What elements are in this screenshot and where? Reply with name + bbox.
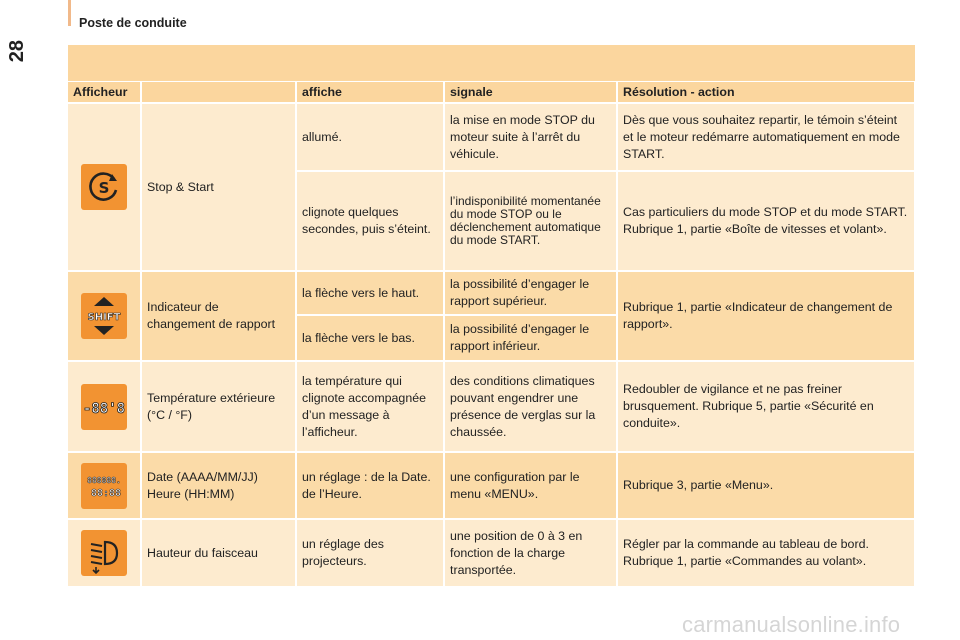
table-row <box>68 519 915 587</box>
date-affiche: un réglage : de la Date. de l’Heure. <box>296 452 444 519</box>
shift-resolution: Rubrique 1, partie «Indicateur de changement de rapport». <box>617 271 915 361</box>
table-row <box>68 103 915 171</box>
stop-start-resolution-1: Dès que vous souhaitez repartir, le témoin s’éteint et le moteur redémarre automatiquement en mode START. <box>617 103 915 171</box>
date-resolution: Rubrique 3, partie «Menu». <box>617 452 915 519</box>
table-row <box>68 452 915 519</box>
watermark: carmanualsonline.info <box>682 612 901 637</box>
icon-cell <box>68 271 141 361</box>
stop-start-affiche-1: allumé. <box>296 103 444 171</box>
headlamp-label: Hauteur du faisceau <box>141 519 296 587</box>
header-band <box>68 45 915 81</box>
temperature-icon-text: -88'8 <box>82 400 126 417</box>
icon-cell <box>68 519 141 587</box>
stop-start-icon <box>81 164 127 210</box>
shift-affiche-1: la flèche vers le haut. <box>296 271 444 315</box>
icon-cell <box>68 452 141 519</box>
header-afficheur: Afficheur <box>68 82 141 103</box>
header-empty <box>141 82 296 103</box>
table-header-row <box>68 82 915 103</box>
icon-cell <box>68 103 141 271</box>
indicator-table <box>68 82 916 588</box>
shift-signale-2: la possibilité d’engager le rapport inférieur. <box>444 315 617 361</box>
shift-indicator-icon <box>81 293 127 339</box>
temperature-label: Température extérieure (°C / °F) <box>141 361 296 452</box>
stop-start-label: Stop & Start <box>141 103 296 271</box>
shift-icon-text: SHIFT <box>87 312 121 323</box>
date-label: Date (AAAA/MM/JJ) Heure (HH:MM) <box>141 452 296 519</box>
page-number: 28 <box>6 40 28 63</box>
icon-cell <box>68 361 141 452</box>
date-time-display-icon <box>81 463 127 509</box>
temperature-display-icon <box>81 384 127 430</box>
header-affiche: affiche <box>296 82 444 103</box>
shift-label: Indicateur de changement de rapport <box>141 271 296 361</box>
headlamp-signale: une position de 0 à 3 en fonction de la charge transportée. <box>444 519 617 587</box>
temperature-affiche: la température qui clignote accompagnée d’un message à l’afficheur. <box>296 361 444 452</box>
section-title: Poste de conduite <box>79 16 187 30</box>
svg-text:S: S <box>98 179 110 197</box>
header-signale: signale <box>444 82 617 103</box>
headlamp-resolution: Régler par la commande au tableau de bord. Rubrique 1, partie «Commandes au volant». <box>617 519 915 587</box>
header-resolution: Résolution - action <box>617 82 915 103</box>
headlamp-affiche: un réglage des projecteurs. <box>296 519 444 587</box>
temperature-signale: des conditions climatiques pouvant engendrer une présence de verglas sur la chaussée. <box>444 361 617 452</box>
stop-start-affiche-2: clignote quelques secondes, puis s’éteint. <box>296 171 444 271</box>
stop-start-resolution-2: Cas particuliers du mode STOP et du mode START. Rubrique 1, partie «Boîte de vitesses et volant». <box>617 171 915 271</box>
header-accent-bar <box>68 0 71 26</box>
stop-start-signale-2: l’indisponibilité momentanée du mode STOP ou le déclenchement automatique du mode START. <box>444 171 617 271</box>
table-row <box>68 271 915 315</box>
temperature-resolution: Redoubler de vigilance et ne pas freiner brusquement. Rubrique 5, partie «Sécurité en conduite». <box>617 361 915 452</box>
headlamp-leveling-icon <box>81 530 127 576</box>
stop-start-signale-1: la mise en mode STOP du moteur suite à l’arrêt du véhicule. <box>444 103 617 171</box>
shift-affiche-2: la flèche vers le bas. <box>296 315 444 361</box>
date-signale: une configuration par le menu «MENU». <box>444 452 617 519</box>
shift-signale-1: la possibilité d’engager le rapport supérieur. <box>444 271 617 315</box>
date-icon-text: 888888. <box>87 475 121 485</box>
table-row <box>68 361 915 452</box>
time-icon-text: 88:88 <box>90 487 122 499</box>
